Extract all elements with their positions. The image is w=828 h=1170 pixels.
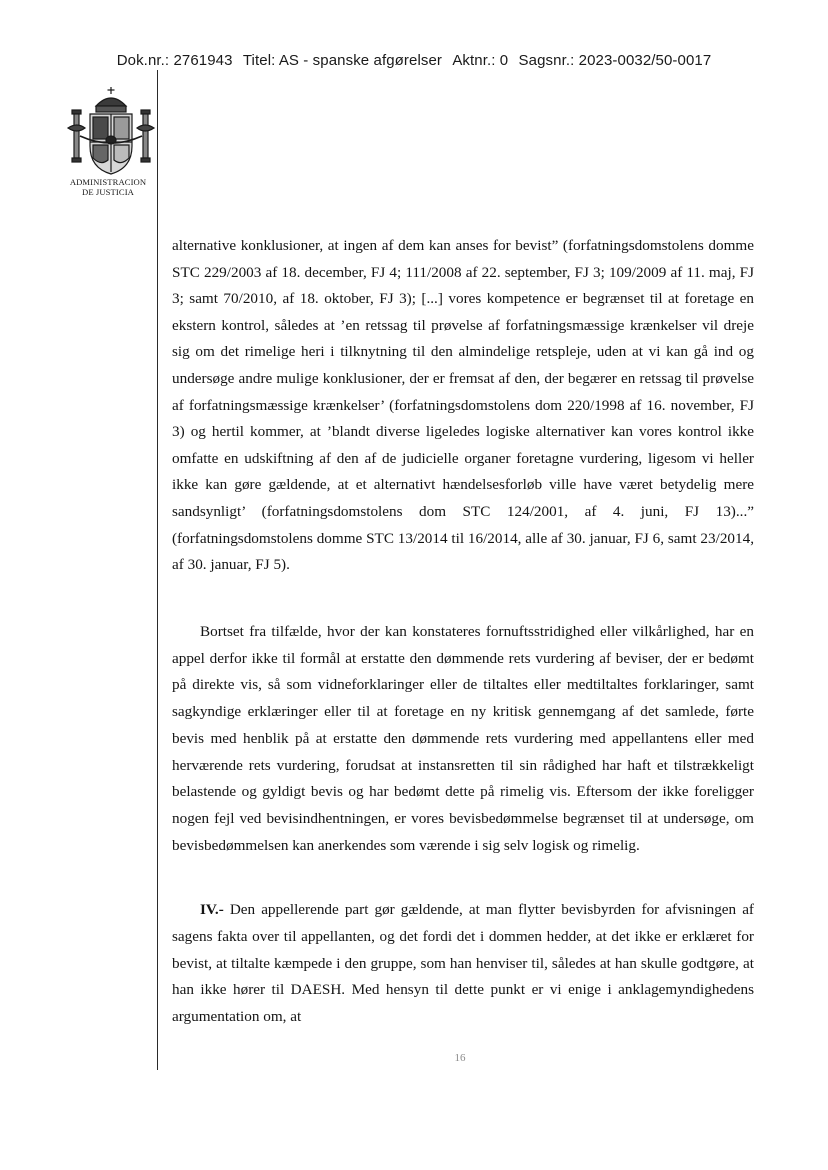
header-sagsnr: Sagsnr.: 2023-0032/50-0017 xyxy=(518,52,712,69)
emblem-caption-line1: ADMINISTRACION xyxy=(69,177,147,187)
paragraph-1 xyxy=(172,233,754,579)
paragraph-2 xyxy=(172,619,754,859)
section-label: IV.- xyxy=(200,901,224,918)
paragraph-3-text: Den appellerende part gør gældende, at man flytter bevisbyrden for afvisningen af sagens fakta over til appellanten, og det fordi det i dommen hedder, at det ikke er erklæret for bevist, at tiltalte kæmpede i den gruppe, som han henviser til, således at han skulle godtgøre, at han ikke hører til DAESH. Med hensyn til dette punkt er vi enige i anklagemyndighedens argumentation om, at xyxy=(172,901,754,1026)
paragraph-3-container xyxy=(172,897,754,1031)
paragraph-3 xyxy=(172,897,754,1031)
emblem-caption xyxy=(50,177,166,197)
margin-rule xyxy=(157,70,158,1070)
header-doknr: Dok.nr.: 2761943 xyxy=(116,52,233,69)
page-number: 16 xyxy=(454,1052,466,1064)
paragraph-1-text: alternative konklusioner, at ingen af dem kan anses for bevist” (forfatningsdomstolens domme STC 229/2003 af 18. december, FJ 4; 111/2008 af 22. september, FJ 3; 109/2009 af 11. maj, FJ 3; samt 70/2010, af 18. oktober, FJ 3); [...] vores kompetence er begrænset til at foretage en ekstern kontrol, således at ’en retssag til prøvelse af forfatningsmæssige krænkelser vil dreje sig om det rimelige heri i tilknytning til den almindelige retspleje, uden at vi kan gå ind og undersøge andre mulige konklusioner, der er fremsat af den, der begærer en retssag til prøvelse af forfatningsmæssige krænkelser’ (forfatningsdomstolens dom 220/1998 af 16. november, FJ 3) og hertil kommer, at ’blandt diverse ligeledes logiske alternativer kan vores kontrol ikke omfatte en udskiftning af den af de judicielle organer foretagne vurdering, ligesom vi heller ikke kan gøre gældende, at et alternativt hændelsesforløb ville have været betydelig mere sandsynligt’ (forfatningsdomstolens dom STC 124/2001, af 4. juni, FJ 13)...” (forfatningsdomstolens domme STC 13/2014 til 16/2014, alle af 30. januar, FJ 6, samt 23/2014, af 30. januar, FJ 5). xyxy=(172,237,754,574)
spanish-coat-of-arms-icon xyxy=(66,84,156,179)
document-header xyxy=(0,52,828,69)
header-titel: Titel: AS - spanske afgørelser xyxy=(242,52,443,69)
emblem-caption-line2: DE JUSTICIA xyxy=(82,187,134,197)
paragraph-2-text: Bortset fra tilfælde, hvor der kan konstateres fornuftsstridighed eller vilkårlighed, har en appel derfor ikke til formål at erstatte den dømmende rets vurdering af beviser, der er bedømt på direkte vis, så som vidneforklaringer eller de tiltaltes eller medtiltaltes forklaringer, samt sagkyndige erklæringer eller til at foretage en ny kritisk gennemgang af det samlede, førte bevis med henblik på at erstatte den dømmende rets vurdering med appellantens eller med herværende rets vurdering, forudsat at instansretten til sin rådighed har haft et tilstrækkeligt belastende og gyldigt bevis og har bedømt dette på rimelig vis. Eftersom der ikke foreligger nogen fejl ved bevisindhentningen, er vores bevisbedømmelse begrænset til at undersøge, om bevisbedømmelsen kan anerkendes som værende i sig selv logisk og rimelig. xyxy=(172,623,754,854)
header-aktnr: Aktnr.: 0 xyxy=(452,52,509,69)
